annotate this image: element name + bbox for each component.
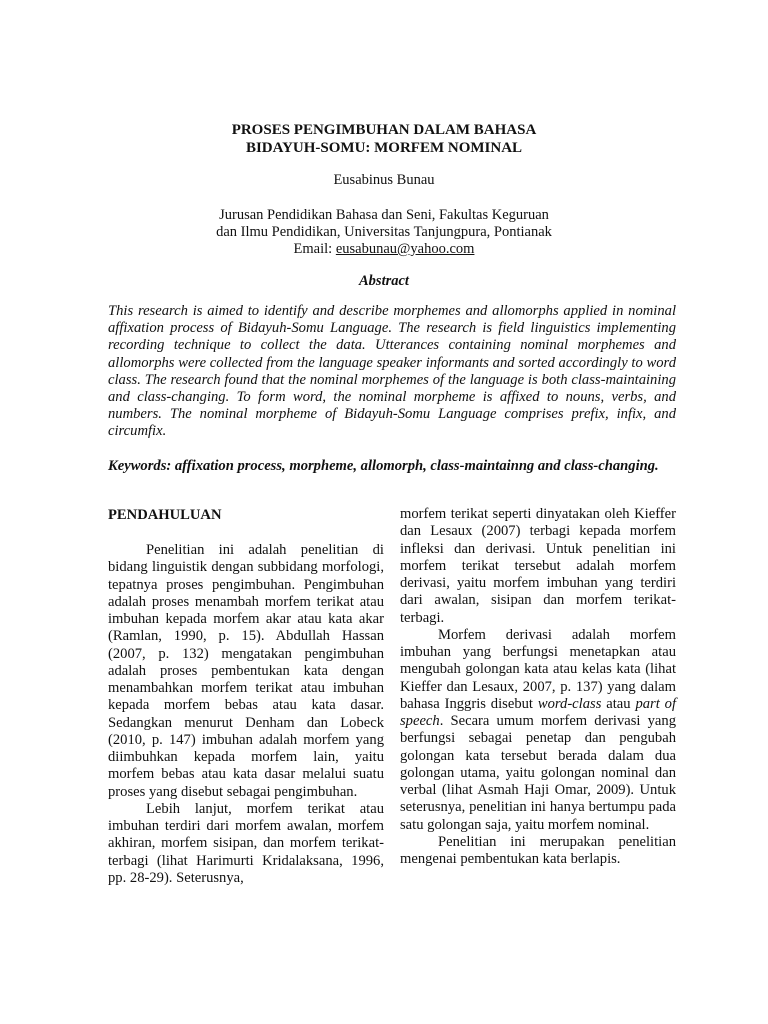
paragraph-text: . Secara umum morfem derivasi yang berfungsi sebagai penetap dan pengubah golongan kata tersebut berada dalam dua golongan utama, yaitu golongan nominal dan verbal (lihat Asmah Haji Omar, 2009). Untuk seterusnya, penelitian ini hanya bertumpu pada satu golongan saja, yaitu morfem nominal.: [400, 713, 676, 833]
term-part-of-speech: part of speech: [400, 695, 677, 729]
paragraph-text: Morfem derivasi adalah morfem imbuhan yang berfungsi menetapkan atau mengubah golongan kata atau kelas kata (lihat Kieffer dan Lesaux, 2007, p. 137) yang dalam bahasa Inggris disebut: [400, 626, 676, 712]
paragraph-text: atau: [601, 695, 636, 712]
keywords: Keywords: affixation process, morpheme, allomorph, class-maintainng and class-changing.: [108, 458, 659, 474]
email-label: Email:: [293, 241, 336, 257]
paragraph: morfem terikat seperti dinyatakan oleh Kieffer dan Lesaux (2007) terbagi kepada morfem infleksi dan derivasi. Untuk penelitian ini morfem terikat tersebut adalah morfem derivasi, yaitu morfem imbuhan yang terdiri dari awalan, sisipan dan morfem terikat-terbagi.: [400, 506, 676, 626]
paper-title-line-2: BIDAYUH-SOMU: MORFEM NOMINAL: [245, 140, 523, 156]
abstract-text: This research is aimed to identify and describe morphemes and allomorphs applied in nominal affixation process of Bidayuh-Somu Language. The research is field linguistics implementing recording technique to collect the data. Utterances containing nominal morphemes and allomorphs were collected from the language speaker informants and sorted accordingly to word class. The research found that the nominal morphemes of the language is both class-maintaining and class-changing. To form word, the nominal morpheme is affixed to nouns, verbs, and numbers. The nominal morpheme of Bidayuh-Somu Language comprises prefix, infix, and circumfix.: [108, 303, 676, 440]
right-column: [400, 506, 676, 868]
section-heading-pendahuluan: PENDAHULUAN: [108, 507, 222, 523]
email-link[interactable]: eusabunau@yahoo.com: [335, 241, 475, 257]
paper-title-line-1: PROSES PENGIMBUHAN DALAM BAHASA: [231, 122, 537, 138]
left-column: [108, 506, 384, 887]
paragraph: Penelitian ini adalah penelitian di bidang linguistik dengan subbidang morfologi, tepatnya proses pengimbuhan. Pengimbuhan adalah proses menambah morfem terikat atau imbuhan kepada morfem akar atau kata akar (Ramlan, 1990, p. 15). Abdullah Hassan (2007, p. 132) mengatakan pengimbuhan adalah proses pembentukan kata dengan menambahkan morfem terikat atau imbuhan kepada morfem bebas atau kata dasar. Sedangkan menurut Denham dan Lobeck (2010, p. 147) imbuhan adalah morfem yang diimbuhkan kepada morfem lain, yaitu morfem bebas atau kata dasar melalui suatu proses yang disebut sebagai pengimbuhan.: [108, 542, 384, 800]
affiliation-line-1: Jurusan Pendidikan Bahasa dan Seni, Fakultas Keguruan: [219, 207, 549, 223]
paragraph: Penelitian ini merupakan penelitian mengenai pembentukan kata berlapis.: [400, 833, 676, 867]
term-word-class: word-class: [537, 695, 602, 712]
abstract-heading: Abstract: [359, 273, 409, 289]
author-name: Eusabinus Bunau: [333, 172, 435, 188]
paragraph: Lebih lanjut, morfem terikat atau imbuhan terdiri dari morfem awalan, morfem akhiran, morfem sisipan, dan morfem terikat-terbagi (lihat Harimurti Kridalaksana, 1996, pp. 28-29). Seterusnya,: [108, 800, 384, 886]
email-line: [0, 240, 768, 258]
paragraph: [400, 627, 676, 834]
affiliation-line-2: dan Ilmu Pendidikan, Universitas Tanjungpura, Pontianak: [216, 224, 552, 240]
